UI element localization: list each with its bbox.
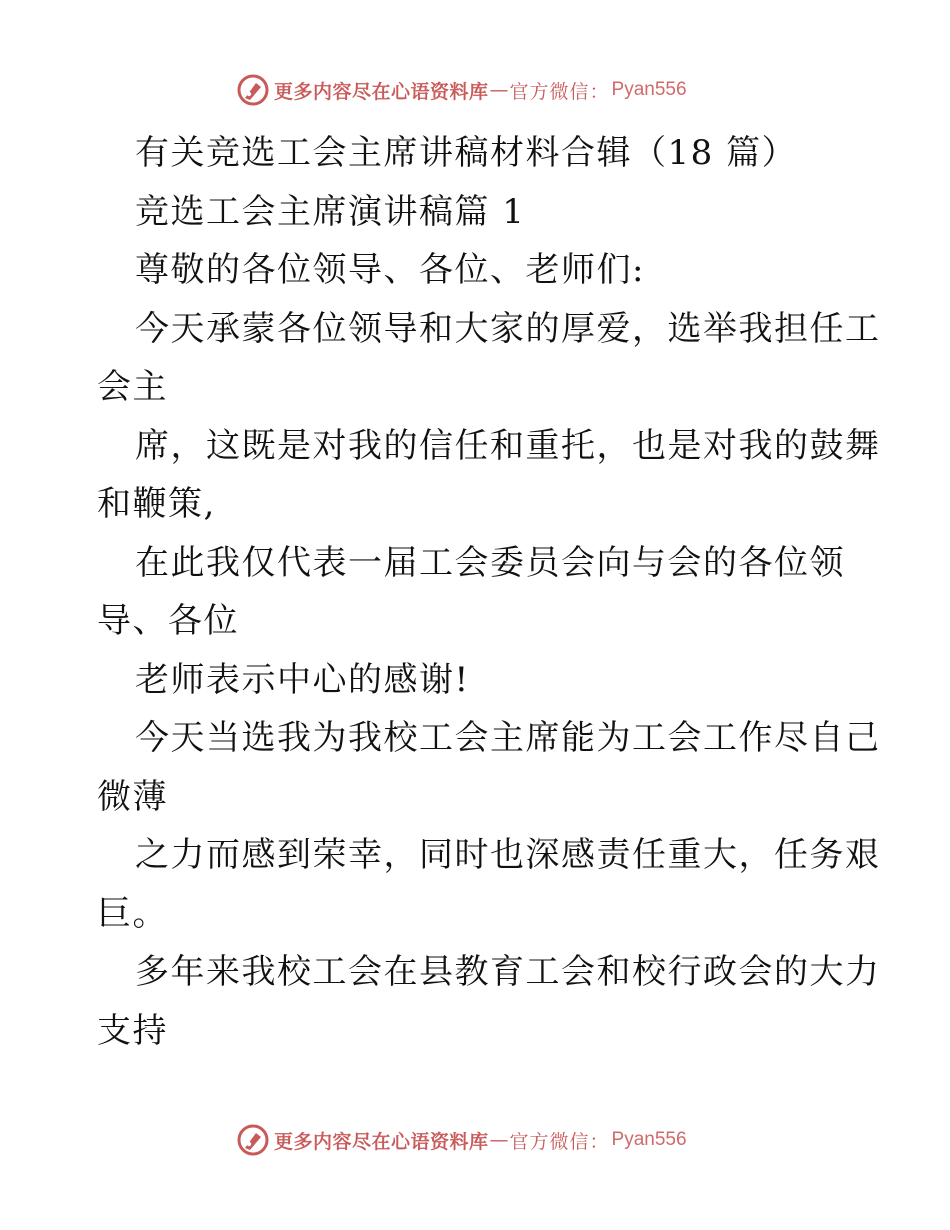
pen-logo-icon (236, 73, 270, 107)
watermark-title: 更多内容尽在心语资料库 (274, 80, 489, 103)
text-line: 有关竞选工会主席讲稿材料合辑（18 篇） (135, 133, 798, 173)
watermark-wechat-label: 官方微信： (509, 1130, 610, 1153)
text-line: 竞选工会主席演讲稿篇 1 (135, 191, 526, 232)
pen-logo-icon (236, 1123, 270, 1157)
watermark-dash: — (489, 79, 509, 101)
text-line: 会主 (97, 367, 168, 407)
header-watermark (236, 72, 687, 108)
text-line: 今天当选我为我校工会主席能为工会工作尽自己 (135, 718, 881, 758)
document-body (97, 124, 881, 1060)
text-line: 席，这既是对我的信任和重托，也是对我的鼓舞 (135, 425, 881, 466)
watermark-title: 更多内容尽在心语资料库 (274, 1130, 489, 1153)
text-line: 尊敬的各位领导、各位、老师们: (135, 250, 645, 290)
text-line: 今天承蒙各位领导和大家的厚爱，选举我担任工 (135, 308, 881, 349)
text-line: 巨。 (97, 893, 168, 934)
text-line: 之力而感到荣幸，同时也深感责任重大，任务艰 (135, 835, 881, 875)
text-line: 微薄 (97, 776, 168, 817)
text-line: 在此我仅代表一届工会委员会向与会的各位领 (135, 542, 845, 583)
text-line: 和鞭策, (97, 484, 216, 524)
footer-watermark (236, 1122, 687, 1158)
text-line: 支持 (97, 1010, 168, 1051)
watermark-wechat-id: Pyan556 (611, 79, 687, 100)
text-line: 导、各位 (97, 601, 239, 641)
watermark-dash: — (489, 1129, 509, 1151)
text-line: 多年来我校工会在县教育工会和校行政会的大力 (135, 952, 881, 992)
watermark-wechat-label: 官方微信： (509, 80, 610, 103)
watermark-wechat-id: Pyan556 (611, 1129, 687, 1150)
text-line: 老师表示中心的感谢! (135, 659, 470, 700)
